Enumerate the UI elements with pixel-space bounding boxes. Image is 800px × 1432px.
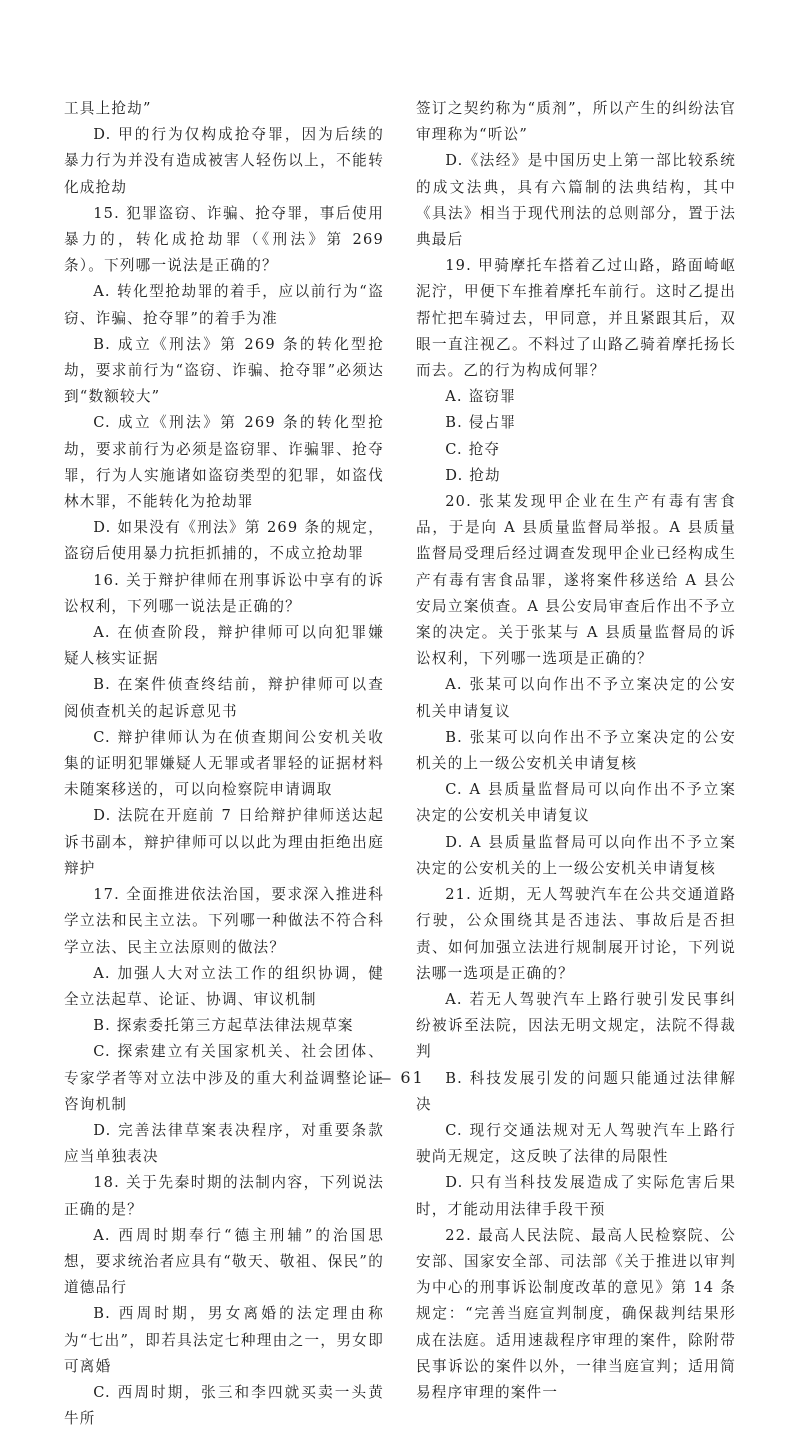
- paragraph: B. 科技发展引发的问题只能通过法律解决: [416, 1069, 736, 1113]
- paragraph: 签订之契约称为“质剂”，所以产生的纠纷法官审理称为“听讼”: [416, 100, 736, 144]
- paragraph: D. A 县质量监督局可以向作出不予立案决定的公安机关的上一级公安机关申请复核: [416, 833, 736, 877]
- paragraph: C. 西周时期，张三和李四就买卖一头黄牛所: [64, 1383, 384, 1428]
- paragraph: A. 转化型抢劫罪的着手，应以前行为“盗窃、诈骗、抢夺罪”的着手为准: [64, 283, 384, 327]
- paragraph: B. 成立《刑法》第 269 条的转化型抢劫，要求前行为“盗窃、诈骗、抢夺罪”必须达到“数额较大”: [64, 335, 384, 406]
- paragraph: B. 张某可以向作出不予立案决定的公安机关的上一级公安机关申请复核: [416, 728, 736, 773]
- paragraph: D. 甲的行为仅构成抢夺罪，因为后续的暴力行为并没有造成被害人轻伤以上，不能转化成抢劫: [64, 126, 384, 196]
- paragraph: D. 只有当科技发展造成了实际危害后果时，才能动用法律手段干预: [416, 1174, 736, 1218]
- paragraph: B. 在案件侦查终结前，辩护律师可以查阅侦查机关的起诉意见书: [64, 676, 384, 720]
- paragraph: D. 如果没有《刑法》第 269 条的规定，盗窃后使用暴力抗拒抓捕的，不成立抢劫罪: [64, 519, 384, 563]
- paragraph: C. 成立《刑法》第 269 条的转化型抢劫，要求前行为必须是盗窃罪、诈骗罪、抢夺罪，行为人实施诸如盗窃类型的犯罪，如盗伐林木罪，不能转化为抢劫罪: [64, 414, 384, 511]
- paragraph: C. 抢夺: [445, 440, 501, 458]
- paragraph: 19. 甲骑摩托车搭着乙过山路，路面崎岖泥泞，甲便下车推着摩托车前行。这时乙提出帮忙把车骑过去，甲同意，并且紧跟其后，双眼一直注视乙。不料过了山路乙骑着摩托扬长而去。乙的行为构成何罪？: [416, 257, 736, 380]
- paragraph: 18. 关于先秦时期的法制内容，下列说法正确的是？: [64, 1174, 384, 1218]
- paragraph: 15. 犯罪盗窃、诈骗、抢夺罪，事后使用暴力的，转化成抢劫罪（《刑法》第 269 条）。下列哪一说法是正确的？: [64, 204, 384, 275]
- left-column: [64, 96, 384, 1432]
- right-column: [416, 96, 736, 1406]
- paragraph: D. 法院在开庭前 7 日给辩护律师送达起诉书副本，辩护律师可以以此为理由拒绝出庭辩护: [64, 807, 384, 877]
- paragraph: D.《法经》是中国历史上第一部比较系统的成文法典，具有六篇制的法典结构，其中《具法》相当于现代刑法的总则部分，置于法典最后: [416, 152, 736, 249]
- paragraph: 22. 最高人民法院、最高人民检察院、公安部、国家安全部、司法部《关于推进以审判为中心的刑事诉讼制度改革的意见》第 14 条规定：“完善当庭宣判制度，确保裁判结果形成在法庭。适用速裁程序审理的案件，除附带民事诉讼的案件以外，一律当庭宣判；适用简易程序审理的案件一: [416, 1226, 736, 1401]
- page-number: — 61: [375, 1068, 425, 1087]
- paragraph: B. 西周时期，男女离婚的法定理由称为“七出”，即若具法定七种理由之一，男女即可离婚: [64, 1305, 384, 1375]
- paragraph: A. 盗窃罪: [445, 388, 516, 406]
- paragraph: C. 辩护律师认为在侦查期间公安机关收集的证明犯罪嫌疑人无罪或者罪轻的证据材料未随案移送的，可以向检察院申请调取: [64, 728, 384, 799]
- paragraph: A. 西周时期奉行“德主刑辅”的治国思想，要求统治者应具有“敬天、敬祖、保民”的道德品行: [64, 1226, 384, 1297]
- paragraph: A. 加强人大对立法工作的组织协调，健全立法起草、论证、协调、审议机制: [64, 964, 384, 1008]
- paragraph: A. 在侦查阶段，辩护律师可以向犯罪嫌疑人核实证据: [64, 624, 384, 668]
- paragraph: B. 侵占罪: [445, 414, 517, 432]
- paragraph: C. 现行交通法规对无人驾驶汽车上路行驶尚无规定，这反映了法律的局限性: [416, 1121, 736, 1166]
- paragraph: D. 完善法律草案表决程序，对重要条款应当单独表决: [64, 1121, 384, 1166]
- paragraph: 16. 关于辩护律师在刑事诉讼中享有的诉讼权利，下列哪一说法是正确的？: [64, 571, 384, 615]
- paragraph: D. 抢劫: [445, 466, 501, 484]
- paragraph: C. A 县质量监督局可以向作出不予立案决定的公安机关申请复议: [416, 781, 736, 825]
- paragraph: 工具上抢劫”: [64, 100, 152, 117]
- paragraph: 20. 张某发现甲企业在生产有毒有害食品，于是向 A 县质量监督局举报。A 县质量监督局受理后经过调查发现甲企业已经构成生产有毒有害食品罪，遂将案件移送给 A 县公安局立案侦查。A 县公安局审查后作出不予立案的决定。关于张某与 A 县质量监督局的诉讼权利，下列哪一选项是正确的？: [416, 493, 736, 668]
- paragraph: 17. 全面推进依法治国，要求深入推进科学立法和民主立法。下列哪一种做法不符合科学立法、民主立法原则的做法？: [64, 886, 384, 956]
- paragraph: A. 张某可以向作出不予立案决定的公安机关申请复议: [416, 676, 736, 720]
- paragraph: 21. 近期，无人驾驶汽车在公共交通道路行驶，公众围绕其是否违法、事故后是否担责、如何加强立法进行规制展开讨论，下列说法哪一选项是正确的？: [416, 886, 736, 982]
- paragraph: A. 若无人驾驶汽车上路行驶引发民事纠纷被诉至法院，因法无明文规定，法院不得裁判: [416, 990, 736, 1061]
- paragraph: C. 探索建立有关国家机关、社会团体、专家学者等对立法中涉及的重大利益调整论证咨询机制: [64, 1043, 384, 1113]
- paragraph: B. 探索委托第三方起草法律法规草案: [93, 1017, 354, 1035]
